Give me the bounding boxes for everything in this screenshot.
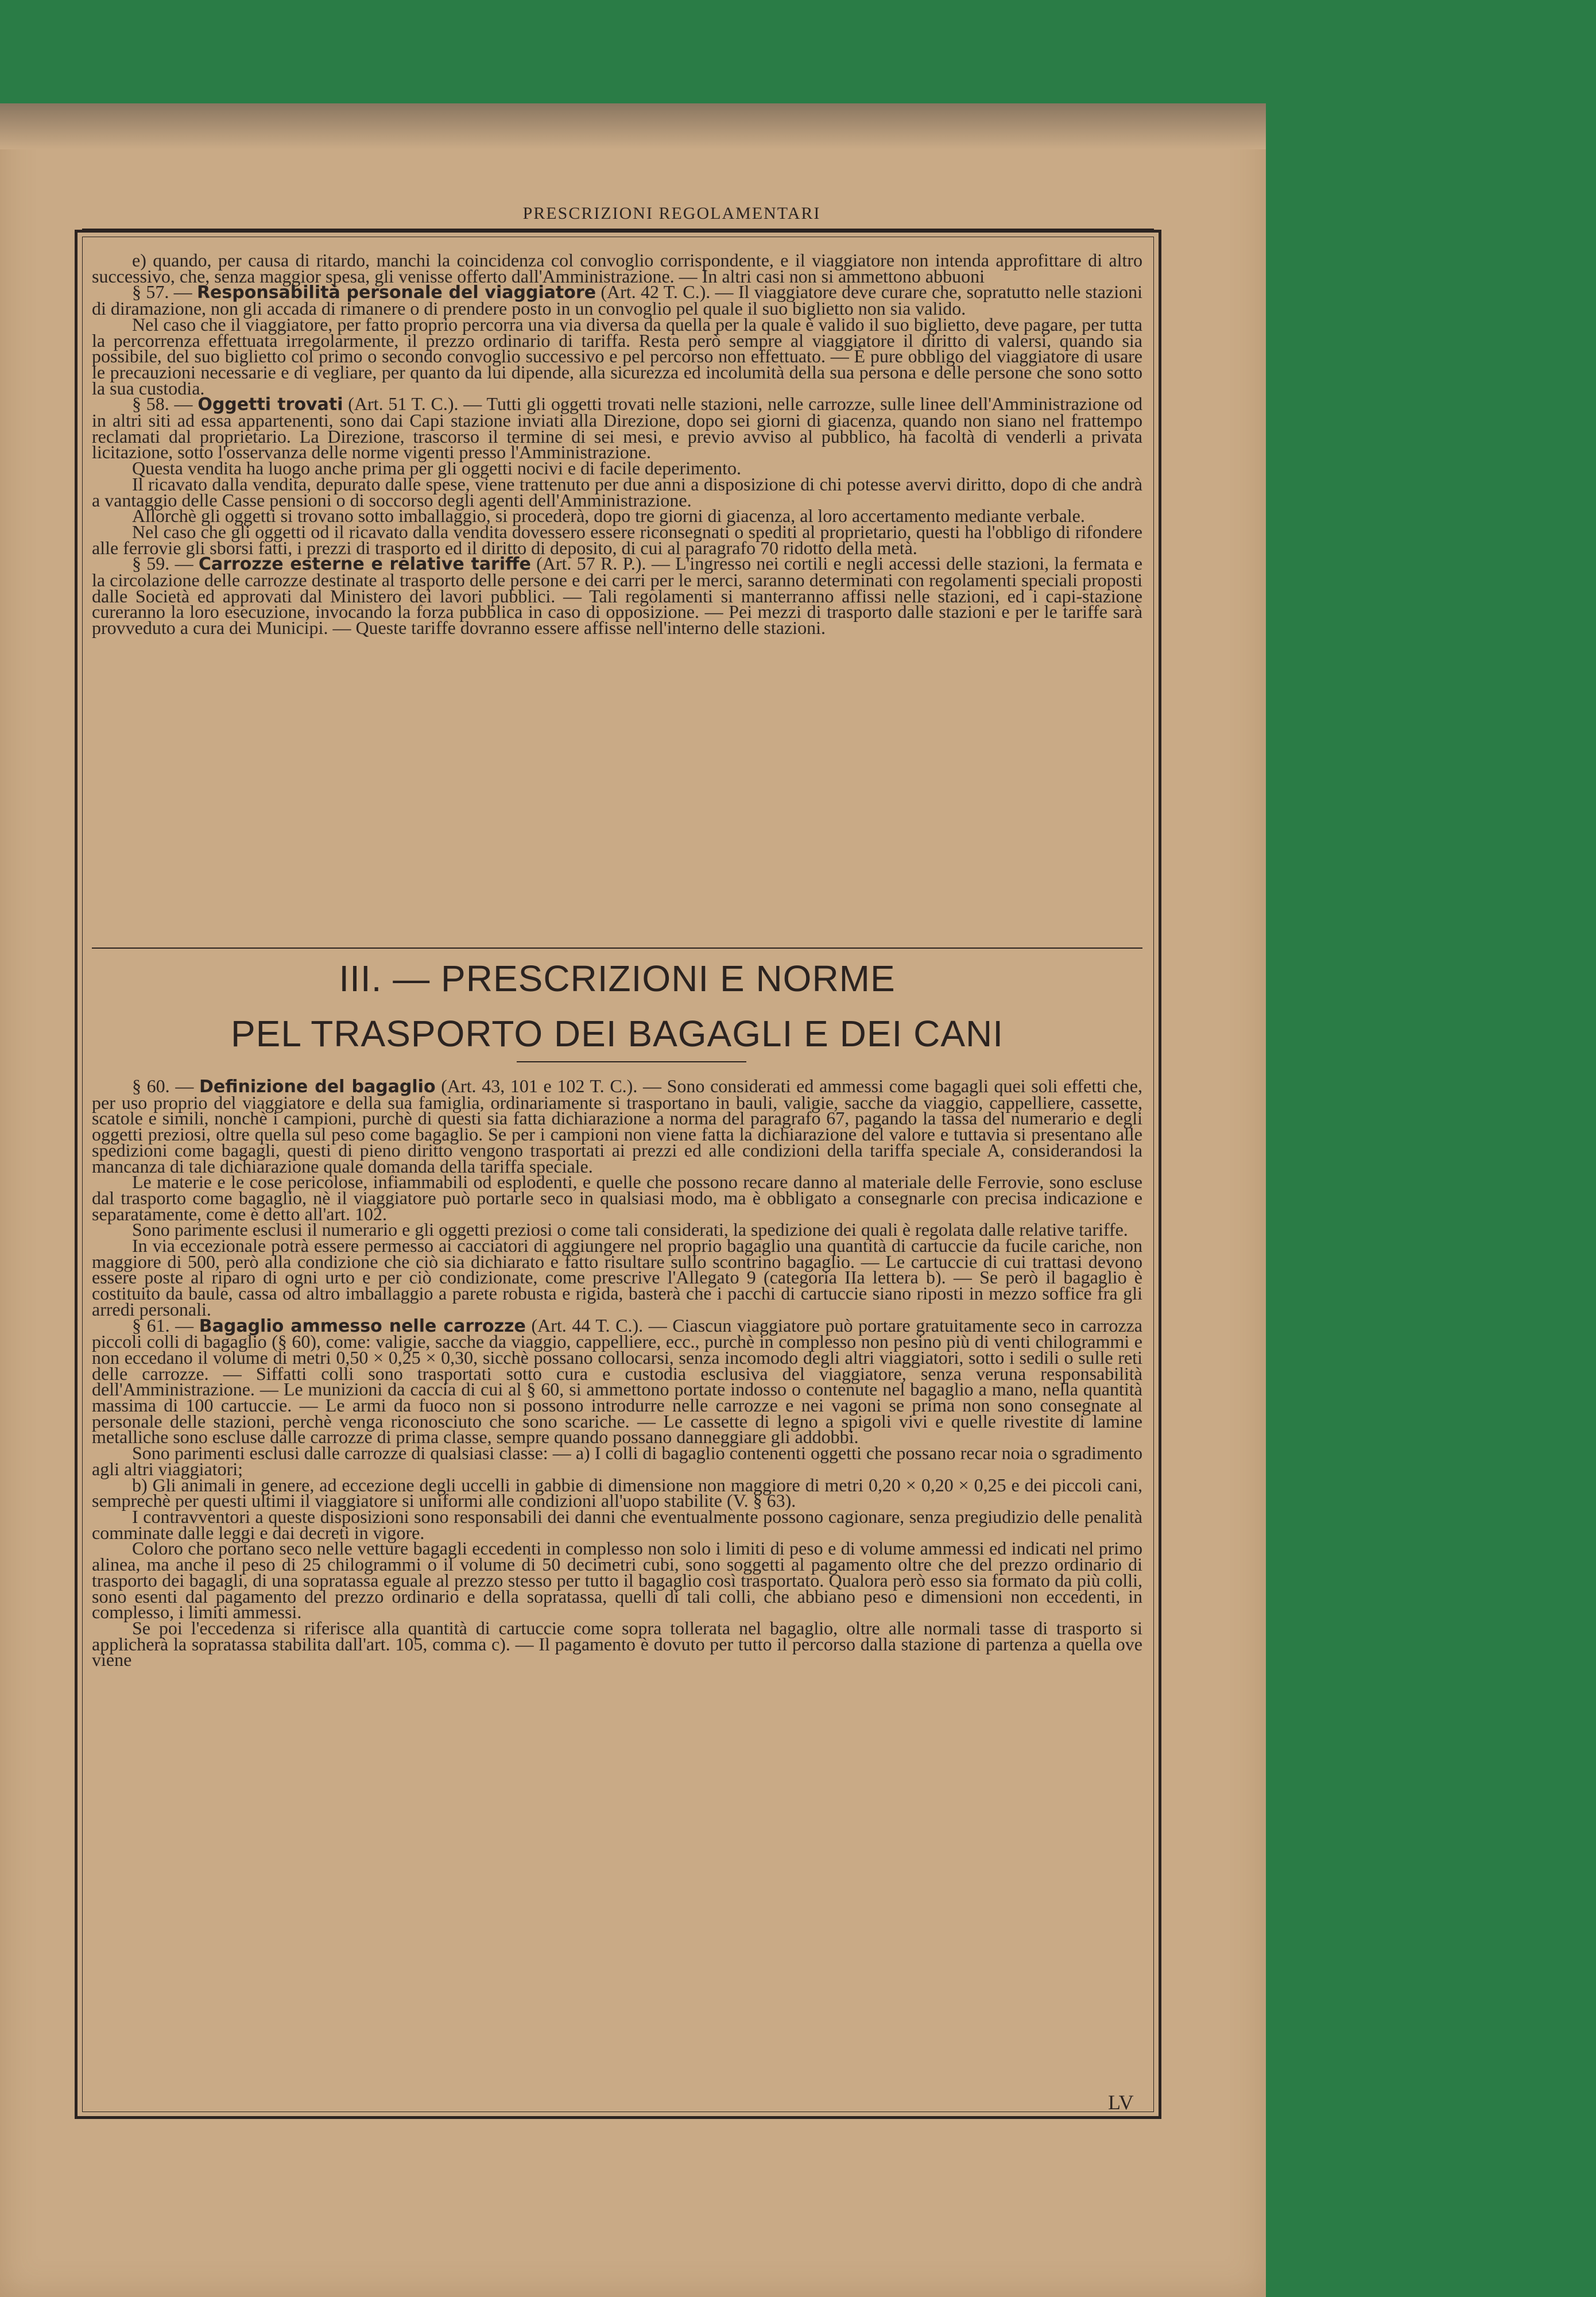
paragraph: [92, 281, 1142, 319]
section-number: § 57. —: [132, 281, 197, 303]
paragraph: [92, 1235, 1142, 1320]
upper-text-block: [92, 250, 1143, 639]
paragraph: [92, 250, 1142, 287]
paragraph: [92, 314, 1142, 399]
section-number: § 58. —: [132, 393, 198, 415]
paragraph: [92, 1445, 1142, 1477]
header-rule: [82, 229, 1154, 230]
paragraph-text: Se poi l'eccedenza si riferisce alla quantità di cartuccie come sopra tollerata nel bagaglio, oltre alle normali tasse di trasporto si applicherà la sopratassa stabilita dall'art. 105, comma c). — Il pagamento è dovuto per tutto il percorso dalla stazione di partenza a quella ove viene: [92, 1617, 1142, 1670]
section-title-underline: [517, 1061, 746, 1062]
paragraph-text: (Art. 43, 101 e 102 T. C.). — Sono considerati ed ammessi come bagagli quei soli effetti che, per uso proprio del viaggiatore e della sua famiglia, ordinariamente si trasportano in bauli, valigie, sacche da viaggio, cappelliere, cassette, scatole e simili, nonchè i campioni, purchè di questi sia fatta dichiarazione a norma del paragrafo 67, pagando la tassa del numerario e degli oggetti preziosi, oltre quella sul peso come bagaglio. Se per i campioni non viene fatta la dichiarazione del valore e tuttavia si presentano alle spedizioni come bagagli, questi di pieno diritto vengono trasportati ai prezzi ed alle condizioni della tariffa speciale A, considerandosi la mancanza di tale dichiarazione quale domanda della tariffa speciale.: [92, 1076, 1142, 1177]
lower-text-block: [92, 1078, 1142, 1668]
paragraph-text: Il ricavato dalla vendita, depurato dalle spese, viene trattenuto per due anni a disposizione di chi potesse avervi diritto, dopo di che andrà a vantaggio delle Casse pensioni o di soccorso degli agenti dell'Amministrazione.: [92, 473, 1142, 511]
paragraph-text: (Art. 51 T. C.). — Tutti gli oggetti trovati nelle stazioni, nelle carrozze, sulle linee dell'Amministrazione od in altri siti ad essa appartenenti, sono dai Capi stazione inviati alla Direzione, dopo sei giorni di giacenza, quando non siano nel frattempo reclamati dal proprietario. La Direzione, trascorso il termine di sei mesi, e previo avviso al pubblico, ha facoltà di venderli a privata licitazione, sotto l'osservanza delle norme vigenti presso l'Amministrazione.: [92, 393, 1143, 463]
running-head: PRESCRIZIONI REGOLAMENTARI: [522, 204, 821, 223]
paragraph: [92, 521, 1142, 558]
page-top-edge: [0, 103, 1266, 149]
paragraph: [92, 473, 1142, 511]
section-rule-top: [92, 948, 1142, 949]
paragraph-text: Allorchè gli oggetti si trovano sotto imballaggio, si procederà, dopo tre giorni di giacenza, al loro accertamento mediante verbale.: [132, 505, 1085, 527]
paragraph-text: I contravventori a queste disposizioni sono responsabili dei danni che eventualmente possono cagionare, senza pregiudizio delle penalità comminate dalle leggi e dai decreti in vigore.: [92, 1506, 1142, 1543]
page-number: LV: [1108, 2091, 1134, 2114]
paragraph-text: Le materie e le cose pericolose, infiammabili od esplodenti, e quelle che possono recare danno al materiale delle Ferrovie, sono escluse dal trasporto come bagaglio, nè il viaggiatore può portarle seco in qualsiasi modo, ma è obbligato a consegnarle con precisa indicazione e separatamente, come è detto all'art. 102.: [92, 1171, 1142, 1224]
paragraph-text: e) quando, per causa di ritardo, manchi la coincidenza col convoglio corrispondente, e il viaggiatore non intenda approfittare di altro successivo, che, senza maggior spesa, gli venisse offerto dall'Amministrazione. — In altri casi non si ammettono abbuoni: [92, 250, 1142, 287]
paragraph-text: Sono parimenti esclusi dalle carrozze di qualsiasi classe: — a) I colli di bagaglio contenenti oggetti che possano recar noia o sgradimento agli altri viaggiatori;: [92, 1443, 1142, 1479]
paragraph: [92, 1474, 1142, 1511]
paragraph: [92, 1538, 1142, 1623]
paragraph-text: Coloro che portano seco nelle vetture bagagli eccedenti in complesso non solo i limiti di peso e di volume ammessi ed indicati nel primo alinea, ma anche il peso di 25 chilogrammi o il volume di 50 decimetri cubi, sono soggetti al pagamento oltre che del prezzo ordinario di trasporto dei bagagli, di una sopratassa eguale al prezzo stesso per tutto il bagaglio così trasportato. Qualora però esso sia formato da più colli, sono esenti dal pagamento del prezzo ordinario e della sopratassa, quelli di tali colli, che abbiano peso e dimensioni non eccedenti, in complesso, i limiti ammessi.: [92, 1538, 1142, 1623]
section-title-line2: PEL TRASPORTO DEI BAGAGLI E DEI CANI: [230, 1013, 1004, 1054]
paragraph-text: Sono parimente esclusi il numerario e gli oggetti preziosi o come tali considerati, la spedizione dei quali è regolata dalle relative tariffe.: [132, 1219, 1128, 1240]
section-number: § 60. —: [132, 1076, 199, 1096]
section-number: § 59. —: [132, 553, 199, 574]
paragraph: [92, 1506, 1142, 1543]
section-heading: Oggetti trovati: [197, 395, 343, 415]
paragraph-text: (Art. 44 T. C.). — Ciascun viaggiatore può portare gratuitamente seco in carrozza piccoli colli di bagaglio (§ 60), come: valigie, sacche da viaggio, cappelliere, ecc., purchè in complesso non pesino più di venti chilogrammi e non eccedano il volume di metri 0,50 × 0,25 × 0,30, sicchè possano collocarsi, senza incomodo degli altri viaggiatori, sotto i sedili o sulle reti delle carrozze. — Siffatti colli sono trasportati sotto cura e custodia esclusiva del viaggiatore, senza veruna responsabilità dell'Amministrazione. — Le munizioni da caccia di cui al § 60, si ammettono portate indosso o contenute nel bagaglio a mano, nella quantità massima di 100 cartuccie. — Le armi da fuoco non si possono introdurre nelle carrozze e nei vagoni se prima non sono consegnate al personale delle stazioni, perchè venga riconosciuto che sono scariche. — Le cassette di legno a spigoli vivi e quelle rivestite di lamine metalliche sono escluse dalle carrozze di prima classe, sempre quando possano danneggiare gli addobbi.: [92, 1314, 1143, 1448]
paragraph: [92, 393, 1143, 463]
paragraph-text: Nel caso che il viaggiatore, per fatto proprio percorra una via diversa da quella per la quale è valido il suo biglietto, deve pagare, per tutta la percorrenza effettuata irregolarmente, il prezzo ordinario di tariffa. Resta però sempre al viaggiatore il diritto di valersi, quando sia possibile, del suo biglietto col primo o secondo convoglio successivo e pel percorso non effettuato. — È pure obbligo del viaggiatore di usare le precauzioni necessarie e di vegliare, per quanto da lui dipende, alla sicurezza ed incolumità della sua persona e delle persone che sono sotto la sua custodia.: [92, 314, 1142, 399]
paragraph-text: Nel caso che gli oggetti od il ricavato dalla vendita dovessero essere riconsegnati o spediti al proprietario, questi ha l'obbligo di rifondere alle ferrovie gli sborsi fatti, i prezzi di trasporto ed il diritto di deposito, di cui al paragrafo 70 ridotto della metà.: [92, 521, 1142, 558]
section-title-line1: III. — PRESCRIZIONI E NORME: [339, 958, 896, 999]
section-heading: Definizione del bagaglio: [199, 1077, 436, 1097]
paragraph-text: (Art. 42 T. C.). — Il viaggiatore deve curare che, sopratutto nelle stazioni di diramazione, non gli accada di rimanere o di prendere posto in un convoglio pel quale il suo biglietto non sia valido.: [92, 281, 1142, 319]
section-number: § 61. —: [132, 1314, 199, 1336]
paragraph-text: (Art. 57 R. P.). — L'ingresso nei cortili e negli accessi delle stazioni, la fermata e la circolazione delle carrozze destinate al trasporto delle persone e dei carri per le merci, saranno determinati con regolamenti speciali proposti dalle Società ed approvati dal Ministero dei lavori pubblici. — Tali regolamenti si manterranno affissi nelle stazioni, ed i capi-stazione cureranno la loro esecuzione, invocando la forza pubblica in caso di opposizione. — Pei mezzi di trasporto dalle stazioni e per le tariffe sarà provveduto a cura dei Municipi. — Queste tariffe dovranno essere affisse nell'interno delle stazioni.: [92, 553, 1143, 639]
section-heading: Carrozze esterne e relative tariffe: [198, 554, 531, 575]
paragraph-text: b) Gli animali in genere, ad eccezione degli uccelli in gabbie di dimensione non maggiore di metri 0,20 × 0,20 × 0,25 e dei piccoli cani, semprechè per questi ultimi il viaggiatore si uniformi alle condizioni all'uopo stabilite (V. § 63).: [92, 1474, 1142, 1511]
paragraph: [92, 1617, 1142, 1670]
paragraph: [92, 553, 1143, 639]
paragraph-text: In via eccezionale potrà essere permesso ai cacciatori di aggiungere nel proprio bagaglio una quantità di cartuccie da fucile cariche, non maggiore di 500, però alla condizione che ciò sia dichiarato e fatto risultare sullo scontrino bagaglio. — Le cartuccie di cui trattasi devono essere poste al riparo di ogni urto e per ciò condizionate, come prescrive l'Allegato 9 (categoria IIa lettera b). — Se però il bagaglio è costituito da baule, cassa od altro imballaggio a parete robusta e rigida, basterà che i pacchi di cartuccie siano riposti in mezzo soffice fra gli arredi personali.: [92, 1235, 1142, 1320]
paragraph: [92, 1171, 1142, 1224]
paragraph: [92, 1076, 1142, 1177]
section-heading: Bagaglio ammesso nelle carrozze: [199, 1316, 526, 1336]
section-heading: Responsabilità personale del viaggiatore: [196, 283, 596, 303]
paragraph-text: Questa vendita ha luogo anche prima per gli oggetti nocivi e di facile deperimento.: [132, 458, 741, 479]
paragraph: [92, 1314, 1143, 1448]
